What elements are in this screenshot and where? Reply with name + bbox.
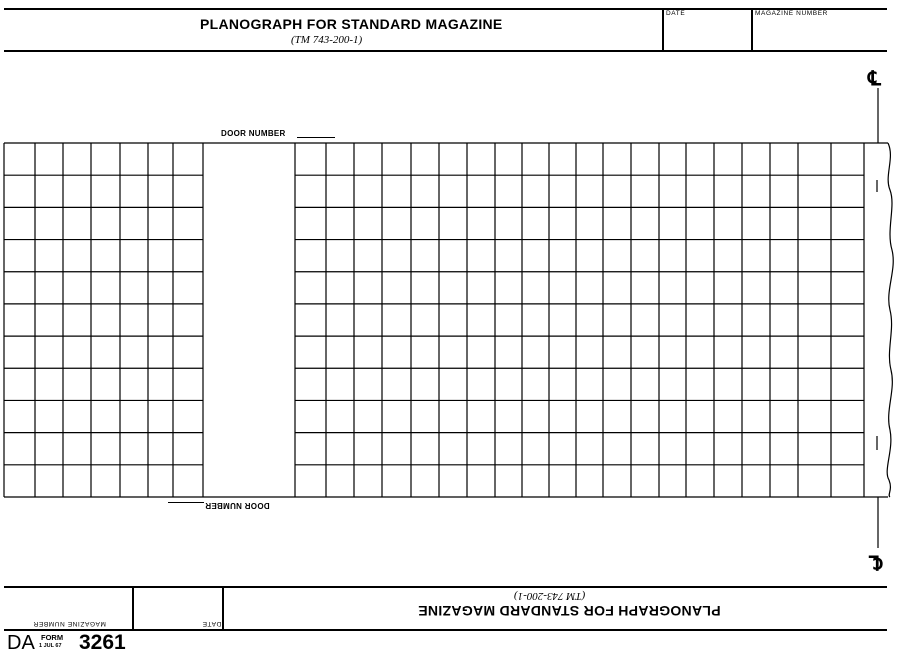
door-number-label-bottom: DOOR NUMBER — [205, 501, 270, 510]
footer-magazine-number-label: MAGAZINE NUMBER — [33, 620, 106, 627]
footer-subtitle: (TM 743-200-1) — [514, 590, 586, 602]
form-subtitle: (TM 743-200-1) — [291, 34, 363, 46]
form-agency: DA — [7, 632, 35, 654]
door-opening-cell[interactable] — [203, 143, 294, 496]
footer-date-field[interactable] — [135, 588, 220, 618]
form-number: 3261 — [79, 631, 126, 654]
footer-divider-date — [222, 586, 224, 630]
footer-date-label: DATE — [202, 620, 222, 627]
footer-magazine-number-field[interactable] — [6, 588, 130, 618]
magazine-number-label: MAGAZINE NUMBER — [755, 10, 828, 17]
door-number-label-top: DOOR NUMBER — [221, 129, 286, 138]
centerline-symbol-top: ℄ — [868, 68, 881, 90]
form-edition: 1 JUL 67 — [39, 643, 62, 649]
form-word: FORM — [41, 633, 64, 642]
footer-title: PLANOGRAPH FOR STANDARD MAGAZINE — [418, 603, 721, 619]
footer-divider-magazine — [132, 586, 134, 630]
break-line-wavy — [887, 143, 893, 497]
form-title: PLANOGRAPH FOR STANDARD MAGAZINE — [200, 16, 503, 32]
door-number-field-bottom[interactable] — [168, 495, 204, 503]
centerline-symbol-bottom: ℄ — [869, 551, 882, 573]
footer-bottom-rule — [4, 629, 887, 631]
date-label: DATE — [666, 10, 686, 17]
